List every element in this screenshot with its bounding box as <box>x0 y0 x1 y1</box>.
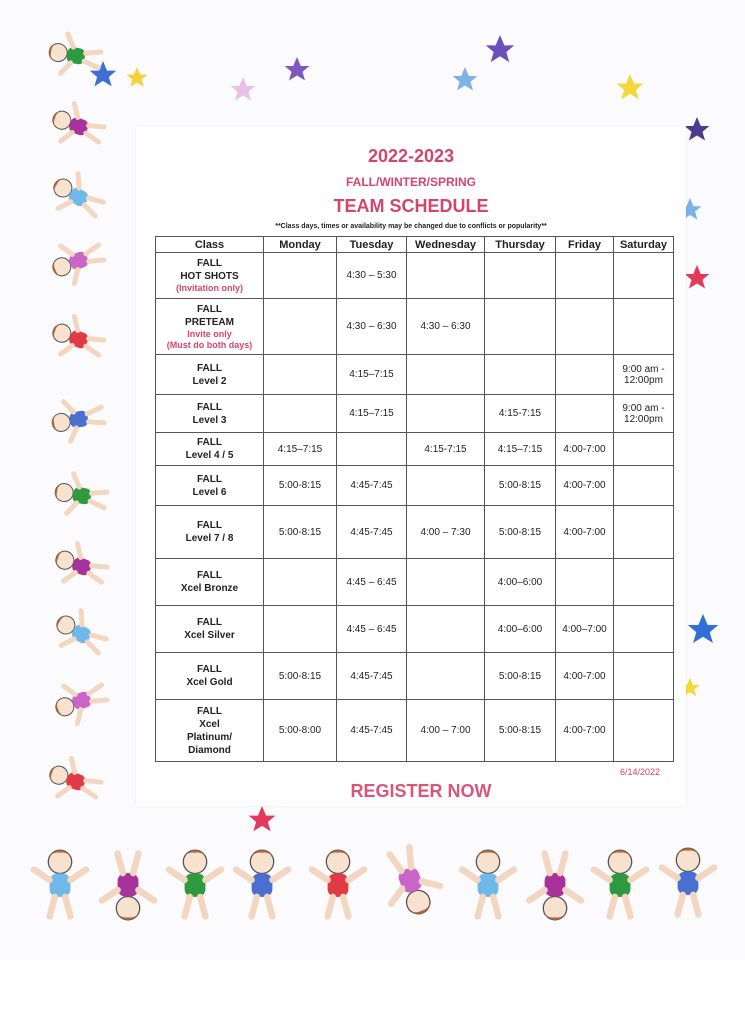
class-name-line: PRETEAM <box>185 316 234 328</box>
class-name-cell <box>156 253 264 299</box>
time-cell <box>264 559 337 606</box>
table-row <box>156 559 674 606</box>
class-name-line: HOT SHOTS <box>180 271 239 282</box>
time-cell: 5:00-8:15 <box>264 653 337 700</box>
table-row <box>156 299 674 355</box>
time-cell <box>614 506 674 559</box>
time-cell: 5:00-8:15 <box>485 700 556 762</box>
schedule-table <box>155 236 674 762</box>
column-header: Saturday <box>614 237 674 253</box>
time-cell: 4:00-7:00 <box>556 700 614 762</box>
time-cell <box>556 395 614 433</box>
time-cell <box>614 253 674 299</box>
class-name-cell <box>156 606 264 653</box>
class-note: (Must do both days) <box>166 339 253 350</box>
time-cell <box>556 355 614 395</box>
class-name-line: FALL <box>197 473 222 485</box>
class-name-cell <box>156 395 264 433</box>
class-name-line: Level 2 <box>192 375 227 387</box>
class-name-line: FALL <box>197 258 222 269</box>
time-cell: 4:45-7:45 <box>337 466 407 506</box>
season-year: 2022-2023 <box>367 146 455 166</box>
time-cell: 5:00-8:15 <box>485 466 556 506</box>
time-cell <box>614 700 674 762</box>
class-name-cell <box>156 355 264 395</box>
time-cell: 4:45 – 6:45 <box>337 559 407 606</box>
time-cell <box>264 355 337 395</box>
schedule-notice: **Class days, times or availability may be changed due to conflicts or popularity** <box>275 223 547 230</box>
time-cell: 4:15–7:15 <box>264 433 337 466</box>
time-cell: 5:00-8:15 <box>485 506 556 559</box>
time-cell: 5:00-8:15 <box>485 653 556 700</box>
column-header: Monday <box>264 237 337 253</box>
class-name-line: Xcel Bronze <box>180 583 239 594</box>
class-name-line: Xcel Gold <box>186 677 233 688</box>
time-cell: 4:15–7:15 <box>337 395 407 433</box>
schedule-title: TEAM SCHEDULE <box>333 196 489 216</box>
table-row <box>156 355 674 395</box>
time-cell <box>614 299 674 355</box>
time-cell: 4:00 – 7:30 <box>407 506 485 559</box>
class-name-line: FALL <box>197 401 222 413</box>
table-row <box>156 433 674 466</box>
column-header: Class <box>156 237 264 253</box>
class-note: Invite only <box>187 328 232 339</box>
page-bottom <box>0 960 745 1024</box>
column-header: Friday <box>556 237 614 253</box>
class-name-cell <box>156 433 264 466</box>
class-name-line: FALL <box>197 303 222 315</box>
time-cell <box>614 559 674 606</box>
class-name-line: Level 7 / 8 <box>185 533 234 544</box>
class-name-line: Level 3 <box>192 414 227 426</box>
time-cell: 4:45-7:45 <box>337 700 407 762</box>
time-cell: 4:00-7:00 <box>556 653 614 700</box>
time-cell <box>407 653 485 700</box>
column-header: Wednesday <box>407 237 485 253</box>
class-name-cell <box>156 299 264 355</box>
time-cell <box>264 253 337 299</box>
class-name-line: FALL <box>197 362 222 374</box>
table-header-row <box>156 237 674 253</box>
time-cell <box>407 395 485 433</box>
class-name-cell <box>156 700 264 762</box>
table-row <box>156 506 674 559</box>
time-cell: 5:00-8:15 <box>264 506 337 559</box>
class-name-line: Diamond <box>188 744 231 756</box>
column-header: Tuesday <box>337 237 407 253</box>
class-note: (Invitation only) <box>176 283 243 293</box>
class-name-line: Level 6 <box>192 486 227 498</box>
class-name-line: FALL <box>197 705 222 717</box>
time-cell: 4:00 – 7:00 <box>407 700 485 762</box>
time-cell: 4:15–7:15 <box>485 433 556 466</box>
class-name-line: Xcel Silver <box>184 630 235 641</box>
time-cell: 4:15–7:15 <box>337 355 407 395</box>
time-cell <box>556 253 614 299</box>
table-row <box>156 653 674 700</box>
time-cell <box>485 355 556 395</box>
time-cell: 5:00-8:00 <box>264 700 337 762</box>
time-cell: 4:00-7:00 <box>556 466 614 506</box>
time-cell <box>337 433 407 466</box>
time-cell <box>614 466 674 506</box>
class-name-line: Level 4 / 5 <box>185 450 234 461</box>
time-cell <box>407 559 485 606</box>
time-cell <box>407 466 485 506</box>
class-name-cell <box>156 653 264 700</box>
time-cell: 4:00–7:00 <box>556 606 614 653</box>
time-cell: 4:15-7:15 <box>407 433 485 466</box>
table-body <box>156 253 674 762</box>
class-name-cell <box>156 559 264 606</box>
time-cell: 9:00 am - 12:00pm <box>614 395 674 433</box>
time-cell: 9:00 am - 12:00pm <box>614 355 674 395</box>
time-cell: 4:30 – 6:30 <box>407 299 485 355</box>
time-cell <box>264 395 337 433</box>
time-cell: 4:00–6:00 <box>485 606 556 653</box>
class-name-line: Platinum/ <box>186 731 232 743</box>
time-cell <box>556 299 614 355</box>
time-cell: 4:45-7:45 <box>337 653 407 700</box>
time-cell: 4:45 – 6:45 <box>337 606 407 653</box>
time-cell: 4:30 – 6:30 <box>337 299 407 355</box>
time-cell: 4:30 – 5:30 <box>337 253 407 299</box>
class-name-line: FALL <box>197 617 222 628</box>
class-name-line: FALL <box>197 664 222 675</box>
time-cell: 4:00-7:00 <box>556 506 614 559</box>
class-name-line: Xcel <box>199 718 220 730</box>
table-row <box>156 253 674 299</box>
time-cell <box>264 299 337 355</box>
table-row <box>156 606 674 653</box>
class-name-line: FALL <box>197 520 222 531</box>
table-row <box>156 466 674 506</box>
class-name-line: FALL <box>197 437 222 448</box>
time-cell <box>614 433 674 466</box>
table-row <box>156 395 674 433</box>
time-cell: 4:15-7:15 <box>485 395 556 433</box>
time-cell: 4:00–6:00 <box>485 559 556 606</box>
time-cell: 5:00-8:15 <box>264 466 337 506</box>
time-cell <box>485 299 556 355</box>
season-names: FALL/WINTER/SPRING <box>346 175 476 189</box>
class-name-line: FALL <box>197 570 222 581</box>
table-row <box>156 700 674 762</box>
class-name-cell <box>156 466 264 506</box>
time-cell <box>485 253 556 299</box>
time-cell <box>614 606 674 653</box>
column-header: Thursday <box>485 237 556 253</box>
time-cell: 4:00-7:00 <box>556 433 614 466</box>
time-cell: 4:45-7:45 <box>337 506 407 559</box>
revision-date: 6/14/2022 <box>620 767 661 777</box>
time-cell <box>407 606 485 653</box>
time-cell <box>614 653 674 700</box>
time-cell <box>407 355 485 395</box>
class-name-cell <box>156 506 264 559</box>
time-cell <box>556 559 614 606</box>
time-cell <box>407 253 485 299</box>
time-cell <box>264 606 337 653</box>
register-now-text: REGISTER NOW <box>350 781 492 801</box>
